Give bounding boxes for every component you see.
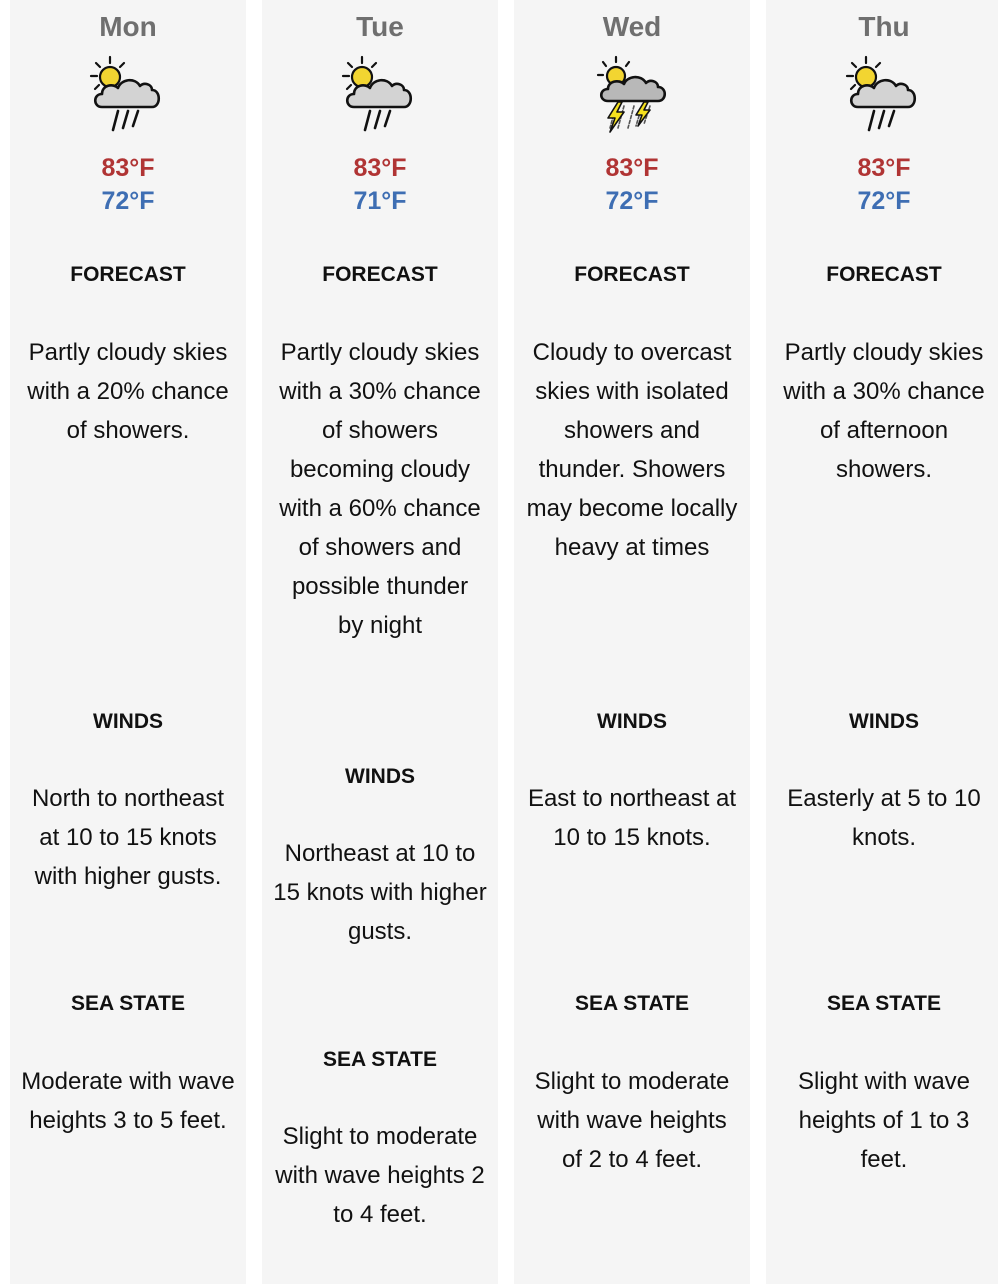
day-name: Wed — [602, 11, 662, 42]
day-column-thu — [766, 0, 998, 1284]
day-column-wed — [514, 0, 750, 1284]
forecast-label: FORECAST — [574, 263, 690, 286]
forecast-label: FORECAST — [322, 263, 438, 286]
day-name: Mon — [99, 11, 157, 42]
forecast-text: Partly cloudy skies with a 30% chance of afternoon showers. — [783, 339, 985, 483]
sea-state-text: Slight to moderate with wave heights 2 to 4 feet. — [275, 1123, 485, 1228]
sea-state-label: SEA STATE — [575, 992, 689, 1015]
low-temperature: 71°F — [353, 187, 407, 215]
winds-label: WINDS — [93, 710, 163, 733]
forecast-text: Partly cloudy skies with a 30% chance of showers becoming cloudy with a 60% chance of showers and possible thunder by night — [279, 339, 481, 639]
high-temperature: 83°F — [101, 154, 155, 182]
forecast-text: Cloudy to overcast skies with isolated showers and thunder. Showers may become locally heavy at times — [526, 339, 738, 561]
day-name: Thu — [858, 11, 910, 42]
partly-cloudy-showers-icon — [88, 54, 168, 134]
winds-label: WINDS — [597, 710, 667, 733]
winds-text: Northeast at 10 to 15 knots with higher gusts. — [273, 840, 487, 945]
sea-state-label: SEA STATE — [827, 992, 941, 1015]
sea-state-text: Slight to moderate with wave heights of 2 to 4 feet. — [534, 1068, 730, 1173]
forecast-text: Partly cloudy skies with a 20% chance of showers. — [27, 339, 229, 444]
low-temperature: 72°F — [605, 187, 659, 215]
high-temperature: 83°F — [353, 154, 407, 182]
day-name: Tue — [356, 11, 404, 42]
sea-state-text: Moderate with wave heights 3 to 5 feet. — [21, 1068, 235, 1134]
day-column-tue — [262, 0, 498, 1284]
sea-state-label: SEA STATE — [323, 1048, 437, 1071]
thunderstorm-icon — [592, 54, 672, 134]
winds-text: Easterly at 5 to 10 knots. — [787, 785, 981, 851]
forecast-label: FORECAST — [826, 263, 942, 286]
high-temperature: 83°F — [857, 154, 911, 182]
sea-state-text: Slight with wave heights of 1 to 3 feet. — [797, 1068, 971, 1173]
winds-text: East to northeast at 10 to 15 knots. — [527, 785, 737, 851]
low-temperature: 72°F — [101, 187, 155, 215]
partly-cloudy-showers-icon — [844, 54, 924, 134]
winds-text: North to northeast at 10 to 15 knots with higher gusts. — [31, 785, 225, 890]
day-column-mon — [10, 0, 246, 1284]
winds-label: WINDS — [849, 710, 919, 733]
sea-state-label: SEA STATE — [71, 992, 185, 1015]
high-temperature: 83°F — [605, 154, 659, 182]
low-temperature: 72°F — [857, 187, 911, 215]
winds-label: WINDS — [345, 765, 415, 788]
partly-cloudy-showers-icon — [340, 54, 420, 134]
forecast-label: FORECAST — [70, 263, 186, 286]
